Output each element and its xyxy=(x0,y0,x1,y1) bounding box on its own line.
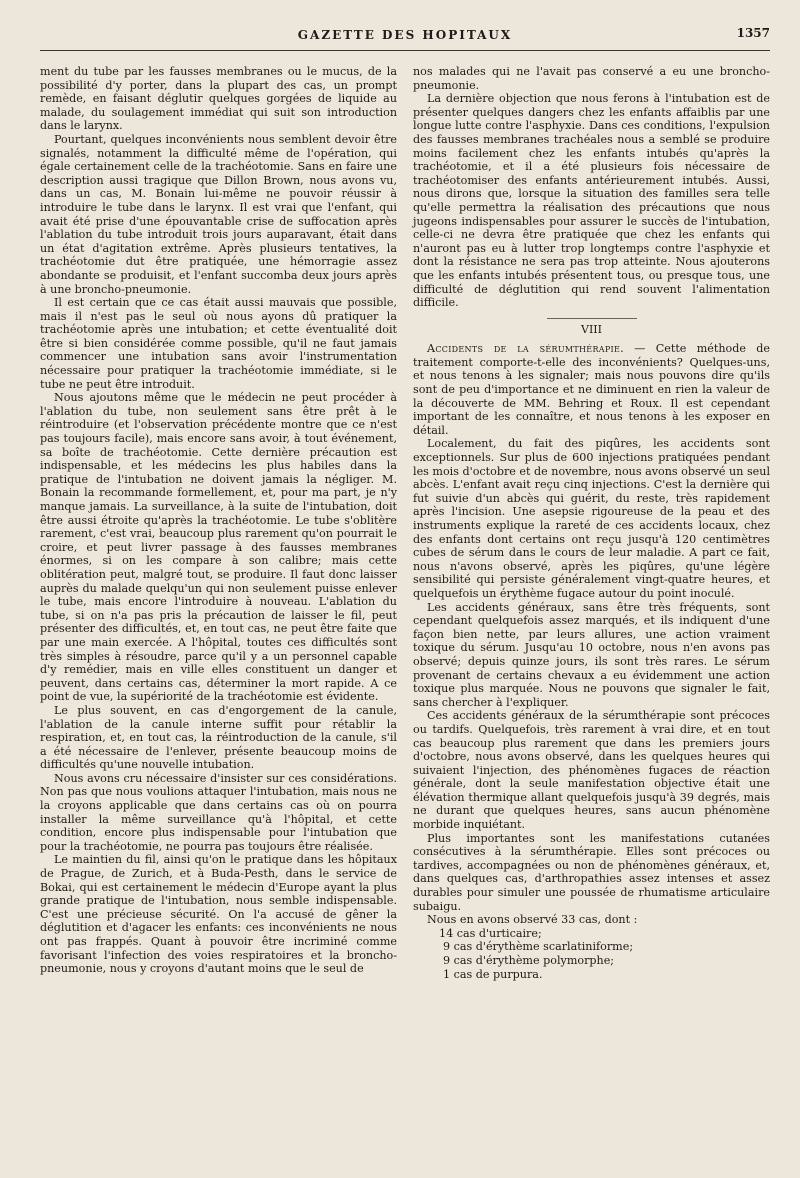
paragraph: Il est certain que ce cas était aussi mauvais que possible, mais il n'est pas le seul où nous ayons dû pratiquer la trachéotomie après une intubation; et cette éventualité doit être si bien considérée comme possible, qu'il ne faut jamais commencer une intubation sans avoir l'instrumentation nécessaire pour pratiquer la trachéotomie immédiate, si le tube ne peut être introduit. xyxy=(40,296,397,391)
paragraph: Plus importantes sont les manifestations cutanées consécutives à la sérumthérapie. Elles sont précoces ou tardives, accompagnées ou non de phénomènes généraux, et, dans quelques cas, d'arthropathies assez intenses et assez durables pour simuler une poussée de rhumatisme articulaire subaigu. xyxy=(413,831,770,913)
paragraph: La dernière objection que nous ferons à l'intubation est de présenter quelques dangers chez les enfants affaiblis par une longue lutte contre l'asphyxie. Dans ces conditions, l'expulsion des fausses membranes trachéales nous a semblé se produire moins facilement chez les enfants intubés qu'après la trachéotomie, et il a été plusieurs fois nécessaire de trachéotomiser des enfants antérieurement intubés. Aussi, nous dirons que, lorsque la situation des familles sera telle qu'elle permettra la réalisation des précautions que nous jugeons indispensables pour assurer le succès de l'intubation, celle-ci ne devra être pratiquée que chez les enfants qui n'auront pas eu à lutter trop longtemps contre l'asphyxie et dont la résistance ne sera pas trop atteinte. Nous ajouterons que les enfants intubés présentent tous, ou presque tous, une difficulté de déglutition qui rend souvent l'alimentation difficile. xyxy=(413,92,770,310)
page-number: 1357 xyxy=(736,26,770,40)
text-columns xyxy=(40,65,770,981)
paragraph: ment du tube par les fausses membranes ou le mucus, de la possibilité d'y porter, dans la plupart des cas, un prompt remède, en faisant déglutir quelques gorgées de liquide au malade, du soulagement immédiat qui suit son introduction dans le larynx. xyxy=(40,65,397,133)
paragraph: Le plus souvent, en cas d'engorgement de la canule, l'ablation de la canule interne suffit pour rétablir la respiration, et, en tout cas, la réintroduction de la canule, s'il a été nécessaire de l'enlever, présente beaucoup moins de difficultés qu'une nouvelle intubation. xyxy=(40,703,397,772)
journal-title: GAZETTE DES HOPITAUX xyxy=(297,28,513,42)
paragraph: Les accidents généraux, sans être très fréquents, sont cependant quelquefois assez marqués, et ils indiquent d'une façon bien nette, par leurs allures, une action vraiment toxique du sérum. Jusqu'au 10 octobre, nous n'en avons pas observé; depuis quinze jours, ils sont très rares. Le sérum provenant de certains chevaux a eu évidemment une action toxique plus marquée. Nous ne pouvons que signaler le fait, sans chercher à l'expliquer. xyxy=(413,600,770,709)
paragraph: Nous avons cru nécessaire d'insister sur ces considérations. Non pas que nous voulions attaquer l'intubation, mais nous ne la croyons applicable que dans certains cas où on pourra installer la même surveillance qu'à l'hôpital, et cette condition, encore plus indispensable pour l'intubation que pour la trachéotomie, ne pourra pas toujours être réalisée. xyxy=(40,771,397,853)
list-item: 14 cas d'urticaire; xyxy=(439,926,542,940)
list-item: 9 cas d'érythème scarlatiniforme; xyxy=(443,940,634,954)
paragraph: nos malades qui ne l'avait pas conservé a eu une broncho-pneumonie. xyxy=(413,65,770,92)
case-list xyxy=(413,927,770,981)
paragraph: Localement, du fait des piqûres, les accidents sont exceptionnels. Sur plus de 600 injections pratiquées pendant les mois d'octobre et de novembre, nous avons observé un seul abcès. L'enfant avait reçu cinq injections. C'est la dernière qui fut suivie d'un abcès qui guérit, du reste, très rapidement après l'incision. Une asepsie rigoureuse de la peau et des instruments explique la rareté de ces accidents locaux, chez des enfants dont certains ont reçu jusqu'à 120 centimètres cubes de sérum dans le cours de leur maladie. A part ce fait, nous n'avons observé, après les piqûres, qu'une légère sensibilité qui persiste généralement vingt-quatre heures, et quelquefois un érythème fugace autour du point inoculé. xyxy=(413,437,771,600)
section-subhead: Accidents de la sérumthérapie. xyxy=(427,342,624,356)
section-number: VIII xyxy=(547,318,637,337)
paragraph: Le maintien du fil, ainsi qu'on le pratique dans les hôpitaux de Prague, de Zurich, et à Buda-Pesth, dans le service de Bokai, qui est certainement le médecin d'Europe ayant la plus grande pratique de l'intubation, nous semble indispensable. C'est une précieuse sécurité. On l'a accusé de gêner la déglutition et d'agacer les enfants: ces inconvénients ne nous ont pas frappés. Quant à pouvoir être incriminé comme favorisant l'infection des voies respiratoires et la broncho-pneumonie, nous y croyons d'autant moins que le seul de xyxy=(40,853,397,976)
paragraph-with-subhead xyxy=(413,342,770,437)
paragraph-text: — Cette méthode de traitement comporte-t-elle des inconvénients? Quelques-uns, et nous tenons à les signaler; mais nous pouvons dire qu'ils sont de peu d'importance et ne diminuent en rien la valeur de la découverte de MM. Behring et Roux. Il est cependant important de les connaître, et nous tenons à les exposer en détail. xyxy=(413,342,771,437)
list-item: 9 cas d'érythème polymorphe; xyxy=(443,954,615,967)
list-item: 1 cas de purpura. xyxy=(443,967,543,981)
right-column xyxy=(413,65,770,981)
paragraph: Nous en avons observé 33 cas, dont : xyxy=(427,913,638,927)
paragraph: Pourtant, quelques inconvénients nous semblent devoir être signalés, notamment la difficulté même de l'opération, qui égale certainement celle de la trachéotomie. Sans en faire une description aussi tragique que Dillon Brown, nous avons vu, dans un cas, M. Bonain lui-même ne pouvoir réussir à introduire le tube dans le larynx. Il est vrai que l'enfant, qui avait été prise d'une épouvantable crise de suffocation après l'ablation du tube introduit trois jours auparavant, était dans un état d'agitation extrême. Après plusieurs tentatives, la trachéotomie dut être pratiquée, une hémorragie assez abondante se produisit, et l'enfant succomba deux jours après à une broncho-pneumonie. xyxy=(40,132,397,296)
paragraph: Nous ajoutons même que le médecin ne peut procéder à l'ablation du tube, non seulement sans être prêt à le réintroduire (et l'observation précédente montre que ce n'est pas toujours facile), mais encore sans avoir, à tout événement, sa boîte de trachéotomie. Cette dernière précaution est indispensable, et les médecins les plus habiles dans la pratique de l'intubation ne doivent jamais la négliger. M. Bonain la recommande formellement, et, pour ma part, je n'y manque jamais. La surveillance, à la suite de l'intubation, doit être aussi étroite qu'après la trachéotomie. Le tube s'oblitère rarement, c'est vrai, beaucoup plus rarement qu'on pourrait le croire, et peut livrer passage à des fausses membranes énormes, si on les compare à son calibre; mais cette oblitération peut, malgré tout, se produire. Il faut donc laisser auprès du malade quelqu'un qui non seulement puisse enlever le tube, mais encore l'introduire à nouveau. L'ablation du tube, si on n'a pas pris la précaution de laisser le fil, peut présenter des difficultés, et, en tout cas, ne peut être faite que par une main exercée. A l'hôpital, toutes ces difficultés sont très simples à résoudre, parce qu'il y a un personnel capable d'y remédier, mais en ville elles constituent un danger et peuvent, dans certains cas, déterminer la mort rapide. A ce point de vue, la supériorité de la trachéotomie est évidente. xyxy=(40,391,397,704)
page-header xyxy=(40,20,770,51)
paragraph: Ces accidents généraux de la sérumthérapie sont précoces ou tardifs. Quelquefois, très rarement à vrai dire, et en tout cas beaucoup plus rarement que dans les premiers jours d'octobre, nous avons observé, dans les quelques heures qui suivaient l'injection, des phénomènes fugaces de réaction générale, dont la seule manifestation objective était une élévation thermique allant quelquefois jusqu'à 39 degrés, mais ne durant que quelques heures, sans aucun phénomène morbide inquiétant. xyxy=(413,709,770,832)
left-column xyxy=(40,65,397,981)
